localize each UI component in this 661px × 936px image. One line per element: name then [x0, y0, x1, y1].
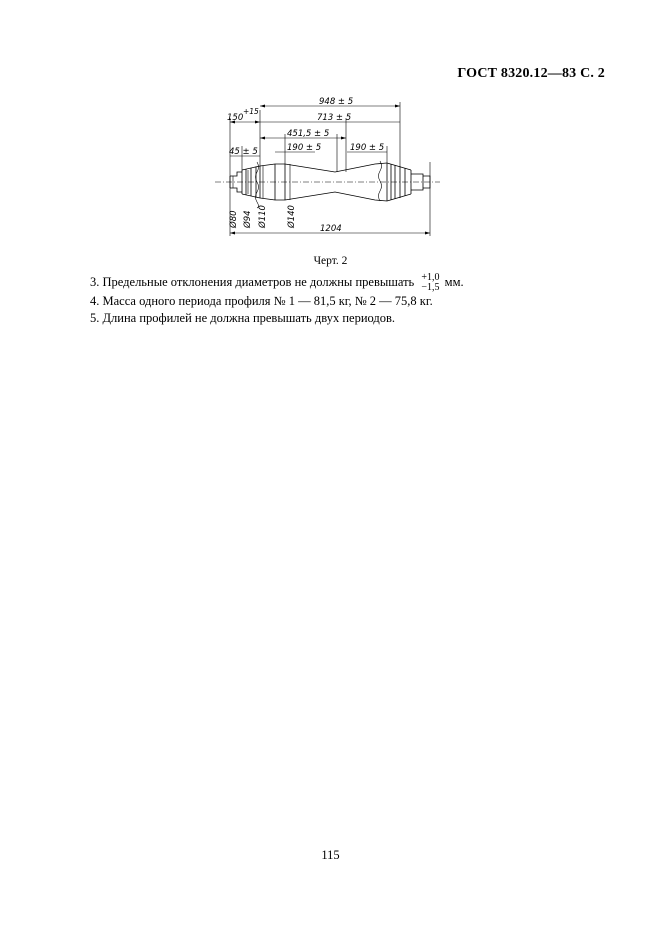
dim-45: 45 ± 5	[229, 147, 258, 157]
dim-150-tolerance: +15	[243, 107, 259, 116]
figure-caption: Черт. 2	[313, 255, 348, 267]
tolerance-upper: +1,0	[421, 272, 440, 283]
dim-150: 150	[227, 113, 244, 123]
note-3-unit: мм.	[444, 274, 464, 289]
tolerance-fraction	[421, 273, 439, 293]
diameter-110: Ø110	[258, 205, 268, 228]
dim-190-left: 190 ± 5	[287, 143, 322, 153]
note-5: 5. Длина профилей не должна превышать двух периодов.	[90, 310, 396, 325]
dim-1204: 1204	[320, 224, 342, 234]
tolerance-lower: −1,5	[421, 282, 440, 293]
note-4: 4. Масса одного периода профиля № 1 — 81,5 кг, № 2 — 75,8 кг.	[90, 294, 433, 308]
note-3	[90, 273, 464, 293]
notes-list	[90, 273, 464, 327]
diameter-140: Ø140	[287, 205, 297, 228]
technical-drawing	[215, 96, 440, 246]
dim-713: 713 ± 5	[317, 113, 352, 123]
note-3-text: 3. Предельные отклонения диаметров не должны превышать	[90, 274, 415, 289]
diameter-80: Ø80	[229, 210, 239, 228]
dim-451-5: 451,5 ± 5	[287, 129, 330, 139]
dim-948: 948 ± 5	[319, 97, 354, 107]
page-number: 115	[321, 848, 340, 862]
dim-190-right: 190 ± 5	[350, 143, 385, 153]
profile-outline	[215, 161, 440, 208]
document-header: ГОСТ 8320.12—83 С. 2	[457, 66, 605, 81]
diameter-94: Ø94	[243, 210, 253, 228]
